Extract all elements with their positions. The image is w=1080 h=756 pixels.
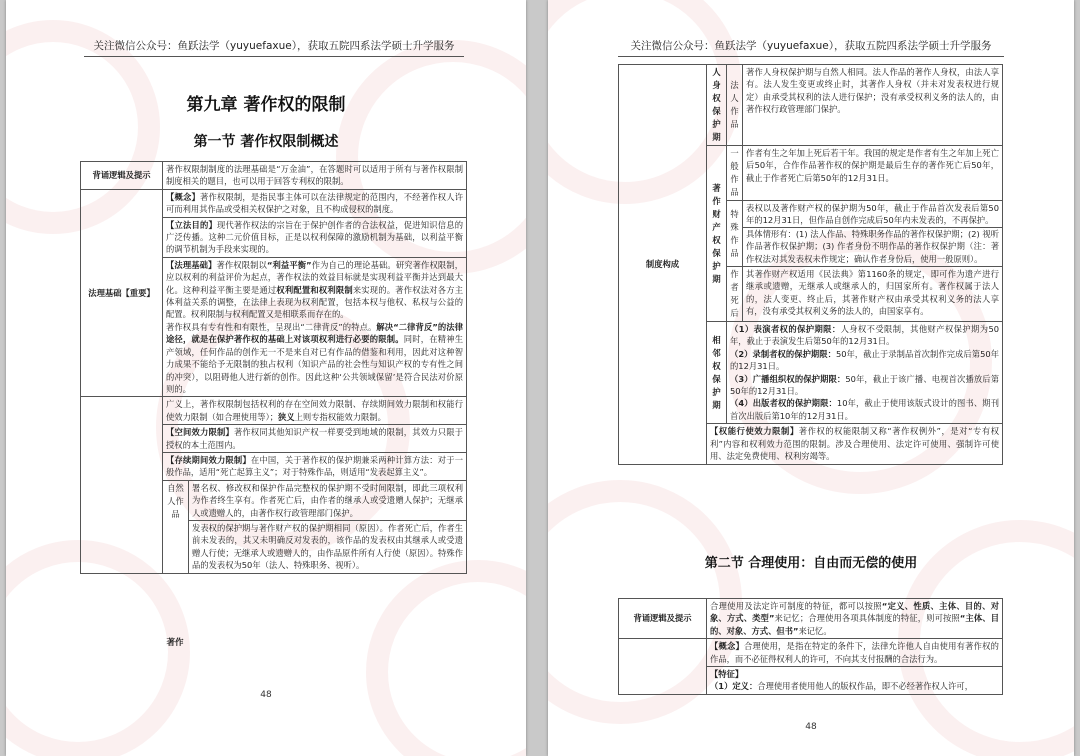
neighboring-item-text: 50年，截止于该广播、电视首次播放后第50年的12月31日。 [730,373,999,397]
basis-cell [163,257,467,396]
personal-right-period-label: 人身权保护期 [707,65,727,146]
neighboring-right-cell [727,322,1003,424]
after-death-text: 其著作财产权适用《民法典》第1160条的规定，即可作为遗产进行继承或遗赠，无继承人或继承人的，归国家所有。著作权属于法人的，法人变更、终止后，其著作财产权由承受其权利义务的法人享有，没有承受其权利义务的法人的，由国家享有。 [743,267,1003,322]
neighboring-item-heading: （3）广播组织权的保护期限： [730,373,846,384]
broad-text: 广义上，著作权限制包括权利的存在空间效力限制、存续期间效力限制和权能行使效力限制（如合理使用等）； [166,399,464,422]
broad-text: 上则专指权能效力限制。 [294,411,386,422]
property-right-period-label: 著作财产权保护期 [707,146,727,322]
author-label-fragment: 著作 [166,638,184,648]
summary-table-left [80,161,467,574]
natural-person-text: 署名权、修改权和保护作品完整权的保护期不受时间限制，即此三项权利为作者终生享有。作者死亡后，由作者的继承人或受遗赠人保护；无继承人或遗赠人的，由著作权行政管理部门保护。 [189,480,467,520]
row-label: 背诵逻辑及提示 [81,162,163,190]
tips-cell [707,599,1003,639]
page-number: 48 [805,722,817,732]
table-row [81,162,467,190]
feature-heading: 【特征】 [710,669,744,680]
table-row [81,189,467,217]
special-work-label: 特殊作品 [727,201,743,267]
tips-text: 合理使用及法定许可制度的特征，都可以按照 [710,601,882,611]
concept-heading: 【概念】 [166,191,200,202]
table-row [619,639,1003,667]
duration-cell [163,452,467,480]
general-work-text: 作者有生之年加上死后若干年。我国的规定是作者有生之年加上死亡后50年，合作作品著作权的保护期是最后生存的著作死亡后50年，截止于作者死亡后第50年的12月31日。 [743,146,1003,201]
neighboring-item-heading: （2）录制者权的保护期限： [730,348,836,359]
fair-use-table [618,598,1003,695]
chapter-title: 第九章 著作权的限制 [186,95,346,115]
section-title: 第二节 合理使用：自由而无偿的使用 [704,556,918,571]
page-number: 48 [260,690,272,700]
special-work-text: 具体情形有：(1) 法人作品、特殊职务作品的著作权保护期；(2) 视听作品著作权保护期；(3) 作者身份不明作品的著作权保护期（注：著作权法对其发表权未作规定；确认作者身份后，使用一般原则）。 [743,227,1002,265]
tips-bold: “主体、目的、对象、方式、但书” [710,613,999,636]
feature-item-heading: （1）定义： [710,681,758,692]
concept-text: 合理使用，是指在特定的条件下，法律允许他人自由使用有著作权的作品，而不必征得权利人的许可，不向其支付报酬的合法行为。 [710,641,999,664]
concept-cell [707,639,1003,667]
legal-person-work-label: 法人作品 [727,65,743,146]
document-page-left [6,0,526,756]
row-label: 法理基础【重要】 [81,189,163,397]
basis-text: 来实现的。著作权法对各方主体利益关系的调整，在法律上表现为权利配置，包括本权与他权、私权与公益的配置。权利限制与权利配置又是相联系而存在的。 [166,284,464,320]
power-limit-text: 著作权的权能限制又称“著作权例外”，是对“专有权利”内容和权利效力范围的限制。涉及合理使用、法定许可使用、强制许可使用、法定免费使用、权利穷竭等。 [710,426,999,462]
row-label: 制度构成 [619,65,707,465]
row-text: 著作权限制制度的法理基础是“万金油”，在答题时可以适用于所有与著作权限制制度相关的题目，也可以用于回答专利权的限制。 [163,162,467,190]
space-cell [163,425,467,453]
basis-bold: 解决“二律背反”的法律途径，就是在保护著作权的基础上对该项权利进行必要的限制。 [166,321,463,345]
tips-text: 来记忆。 [798,625,832,636]
power-limit-cell [707,424,1003,464]
special-work-text: 表权以及著作财产权的保护期为50年，截止于作品首次发表后第50年的12月31日，但作品自创作完成后50年内未发表的，不再保护。 [746,203,999,226]
concept-cell [163,189,467,217]
natural-person-text: 发表权的保护期与著作财产权的保护期相同（原因）。作者死亡后，作者生前未发表的，其又未明确反对发表的，该作品的发表权由其继承人或受遗赠人行使；无继承人或遗赠人的，由作品原件所有人行使（原因）。特殊作品的发表权为50年（法人、特殊职务、视听）。 [189,520,467,573]
purpose-cell [163,217,467,257]
feature-item-text: 合理使用者使用他人的版权作品，即不必经著作权人许可， [757,681,973,692]
basis-bold: “利益平衡” [266,259,312,270]
broad-cell [163,397,467,425]
table-row [81,397,467,425]
after-death-label: 作者死后 [727,267,743,322]
broad-bold: 狭义 [278,411,295,422]
watermark-seal [366,560,526,756]
document-page-right [548,0,1074,756]
purpose-heading: 【立法目的】 [166,219,217,230]
neighboring-item-text: 人身权不受限制，其他财产权保护期为50年，截止于表演发生后第50年的12月31日。 [730,324,999,347]
tips-bold: “定义、性质、主体、目的、对象、方式、类型” [710,601,999,624]
space-heading: 【空间效力限制】 [166,427,234,438]
page-header: 关注微信公众号：鱼跃法学（yuyuefaxue），获取五院四系法学硕士升学服务 [618,38,1004,57]
power-limit-heading: 【权能行使效力限制】 [710,426,799,437]
concept-heading: 【概念】 [710,641,745,652]
special-work-cell [743,201,1003,267]
table-row [619,599,1003,639]
section-title: 第一节 著作权限制概述 [193,134,339,150]
empty-label-cell [619,639,707,695]
concept-text: 著作权限制，是指民事主体可以在法律规定的范围内，不经著作权人许可而利用其作品或受相关权保护之对象，且不构成侵权的制度。 [166,191,463,215]
basis-bold: 权利配置和权利限制 [276,284,353,295]
basis-text: 著作权具有专有性和有限性，呈现出“二律背反”的特点。 [166,321,377,332]
natural-person-label: 自然人作品 [163,480,189,573]
purpose-text: 现代著作权法的宗旨在于保护创作者的合法权益，促进知识信息的广泛传播。这种二元价值目标，正是以权利保障的激励机制为基础，以利益平衡的调节机制为手段来实现的。 [166,219,464,255]
basis-heading: 【法理基础】 [166,259,217,270]
basis-text: 著作权限制以 [216,259,267,270]
duration-text: 在中国，关于著作权的保护期兼采两种计算方法：对于一般作品，适用“死亡起算主义”；对于特殊作品，则适用“发表起算主义”。 [166,454,464,478]
table-row [619,65,1003,146]
general-work-label: 一般作品 [727,146,743,201]
space-text: 著作权同其他知识产权一样要受到地域的限制，其效力只限于授权的本土范围内。 [166,427,463,450]
neighboring-item-text: 50年，截止于录制品首次制作完成后第50年的12月31日。 [730,348,999,372]
neighboring-item-heading: （1）表演者权的保护期限： [730,324,841,335]
tips-text: 来记忆；合理使用各项具体制度的特征，则可按照 [774,613,960,624]
page-header: 关注微信公众号：鱼跃法学（yuyuefaxue），获取五院四系法学硕士升学服务 [84,38,464,57]
row-label: 背诵逻辑及提示 [619,599,707,639]
feature-cell [707,667,1003,695]
neighboring-item-heading: （4）出版者权的保护期限： [730,398,837,409]
neighboring-right-label: 相邻权保护期 [707,322,727,424]
summary-table-right [618,64,1003,465]
neighboring-item-text: 10年，截止于使用该版式设计的图书、期刊首次出版后第10年的12月31日。 [730,398,1000,421]
personal-right-text: 著作人身权保护期与自然人相同。法人作品的著作人身权，由法人享有。法人发生变更或终止时，其著作人身权（并未对发表权进行规定）由承受其权利的法人进行保护；没有承受权利义务的法人的，由著作权行政管理部门保护。 [743,65,1003,146]
empty-label-cell [81,397,163,573]
basis-text: 同时，在精神生产领域，任何作品的创作无一不是来自对已有作品的借鉴和利用，因此对这种智力成果不能给予无限制的独占权利（知识产品的社会性与知识产权的专有性之间的冲突），以阻碍他人进行新的创作。因此这种‘公共领域保留’是符合民法对价原则的。 [166,334,464,394]
duration-heading: 【存续期间效力限制】 [166,454,251,465]
basis-text: 作为自己的理论基础。研究著作权限制，应以权利的利益评价为起点，著作权法的效益目标就是实现利益平衡并达到最大化。这种利益平衡主要是通过 [166,259,464,295]
